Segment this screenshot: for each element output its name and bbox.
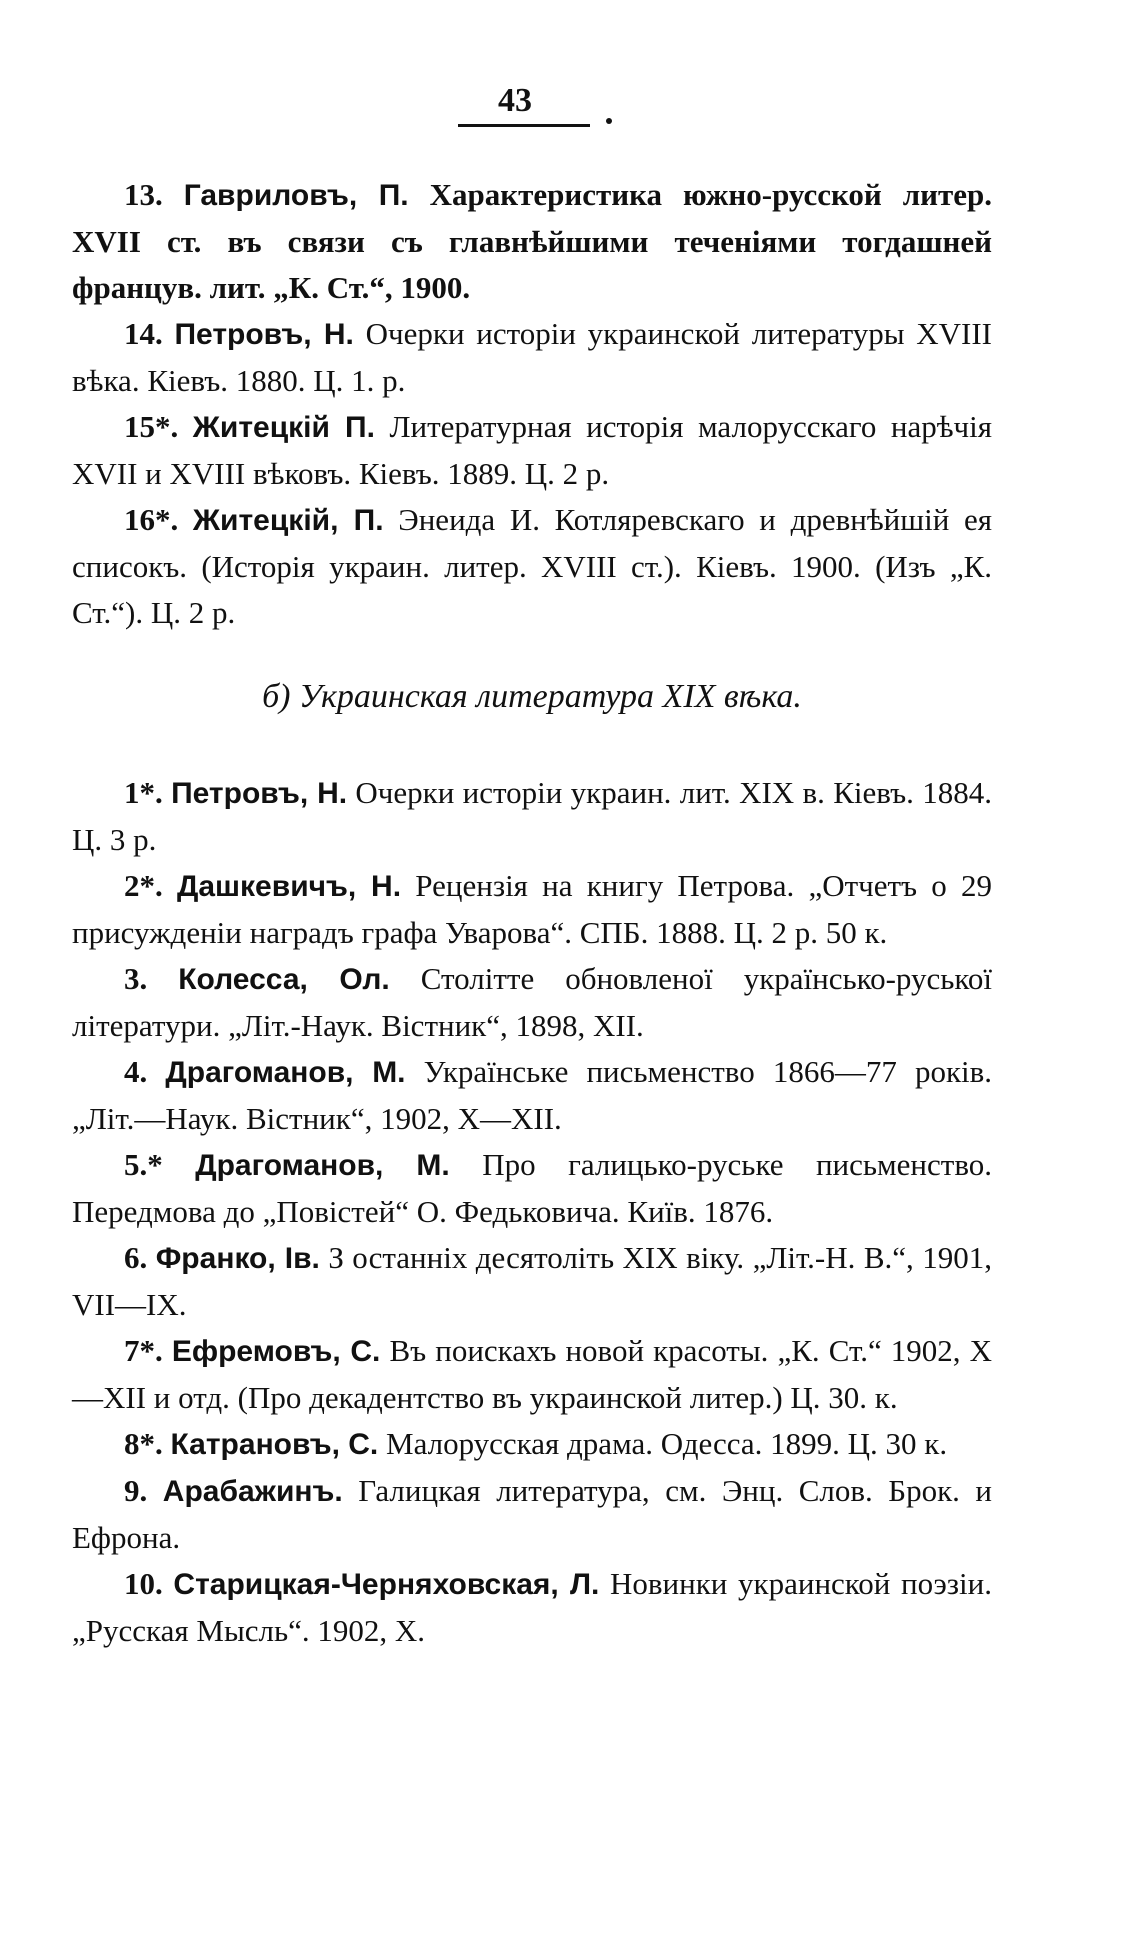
list-item bbox=[72, 1049, 992, 1142]
entry-author: Петровъ, Н. bbox=[171, 777, 348, 810]
section-heading: б) Украинская литература XIX вѣка. bbox=[262, 678, 802, 715]
entry-author: Франко, Ів. bbox=[155, 1242, 320, 1275]
entry-author: Гавриловъ, П. bbox=[183, 179, 409, 212]
entry-text: Про галицько-руське письменство. Передмова до „Повістей“ О. Федьковича. Київ. 1876. bbox=[72, 1147, 992, 1229]
entry-text: Новинки украинской поэзіи. „Русская Мысль“. 1902, X. bbox=[72, 1566, 993, 1648]
entry-author: Драгоманов, М. bbox=[195, 1149, 450, 1182]
page-number: 43 bbox=[498, 82, 532, 119]
entry-text: Галицкая литература, см. Энц. Слов. Брок. и Ефрона. bbox=[72, 1473, 993, 1555]
entry-author: Колесса, Ол. bbox=[178, 963, 390, 996]
entry-text: Энеида И. Котляревскаго и древнѣйшій ея списокъ. (Исторія украин. литер. XVIII ст.). Кіевъ. 1900. (Изъ „К. Ст.“). Ц. 2 р. bbox=[72, 502, 993, 630]
entry-number: 3. bbox=[124, 961, 148, 996]
entry-text: Очерки исторіи украин. лит. XIX в. Кіевъ. 1884. Ц. 3 р. bbox=[72, 775, 992, 857]
entry-number: 15*. bbox=[124, 409, 179, 444]
list-item bbox=[72, 1142, 992, 1235]
list-item bbox=[72, 956, 992, 1049]
list-item bbox=[72, 404, 992, 497]
list-item bbox=[72, 863, 992, 956]
bottom-entries bbox=[72, 770, 992, 1654]
entry-number: 14. bbox=[124, 316, 163, 351]
page-number-rule bbox=[458, 124, 590, 127]
entry-number: 7*. bbox=[124, 1333, 163, 1368]
list-item bbox=[72, 1328, 992, 1421]
entry-number: 4. bbox=[124, 1054, 148, 1089]
entry-author: Старицкая-Черняховская, Л. bbox=[173, 1568, 600, 1601]
entry-author: Петровъ, Н. bbox=[174, 318, 354, 351]
entry-number: 13. bbox=[124, 177, 163, 212]
entry-text: Українське письменство 1866—77 років. „Літ.—Наук. Вістник“, 1902, X—XII. bbox=[72, 1054, 993, 1136]
entry-author: Житецкій П. bbox=[192, 411, 375, 444]
entry-text: Малорусская драма. Одесса. 1899. Ц. 30 к. bbox=[386, 1426, 948, 1461]
list-item bbox=[72, 497, 992, 636]
list-item bbox=[72, 770, 992, 863]
list-item bbox=[72, 1235, 992, 1328]
entry-author: Дашкевичъ, Н. bbox=[176, 870, 402, 903]
entry-text: Очерки исторіи украинской литературы XVIII вѣка. Кіевъ. 1880. Ц. 1. р. bbox=[72, 316, 993, 398]
list-item bbox=[72, 1468, 992, 1561]
entry-text: Рецензія на книгу Петрова. „Отчетъ о 29 присужденіи наградъ графа Уварова“. СПБ. 1888. Ц. 2 р. 50 к. bbox=[72, 868, 993, 950]
entry-text: Характеристика южно-русской литер. XVII ст. въ связи съ главнѣйшими теченіями тогдашней францув. лит. „К. Ст.“, 1900. bbox=[72, 177, 993, 305]
entry-text: Литературная исторія малорусскаго нарѣчія XVII и XVIII вѣковъ. Кіевъ. 1889. Ц. 2 р. bbox=[72, 409, 993, 491]
entry-author: Житецкій, П. bbox=[192, 504, 384, 537]
entry-number: 8*. bbox=[124, 1426, 163, 1461]
entry-number: 2*. bbox=[124, 868, 163, 903]
entry-number: 10. bbox=[124, 1566, 163, 1601]
entry-number: 9. bbox=[124, 1473, 148, 1508]
entry-text: Столітте обновленої українсько-руської літератури. „Літ.-Наук. Вістник“, 1898, XII. bbox=[72, 961, 993, 1043]
list-item bbox=[72, 1561, 992, 1654]
entry-author: Арабажинъ. bbox=[162, 1475, 343, 1508]
entry-author: Катрановъ, С. bbox=[170, 1428, 379, 1461]
entry-author: Драгоманов, М. bbox=[165, 1056, 406, 1089]
entry-number: 6. bbox=[124, 1240, 148, 1275]
entry-text: З останніх десятоліть XIX віку. „Літ.-Н. В.“, 1901, VII—IX. bbox=[72, 1240, 992, 1322]
list-item bbox=[72, 311, 992, 404]
entry-number: 16*. bbox=[124, 502, 179, 537]
page-number-dot bbox=[606, 118, 612, 124]
list-item bbox=[72, 1421, 992, 1468]
entry-text: Въ поискахъ новой красоты. „К. Ст.“ 1902, X—XII и отд. (Про декадентство въ украинской литер.) Ц. 30. к. bbox=[72, 1333, 993, 1415]
entry-number: 5.* bbox=[124, 1147, 163, 1182]
entry-author: Ефремовъ, С. bbox=[171, 1335, 381, 1368]
top-entries bbox=[72, 172, 992, 636]
list-item bbox=[72, 172, 992, 311]
entry-number: 1*. bbox=[124, 775, 163, 810]
